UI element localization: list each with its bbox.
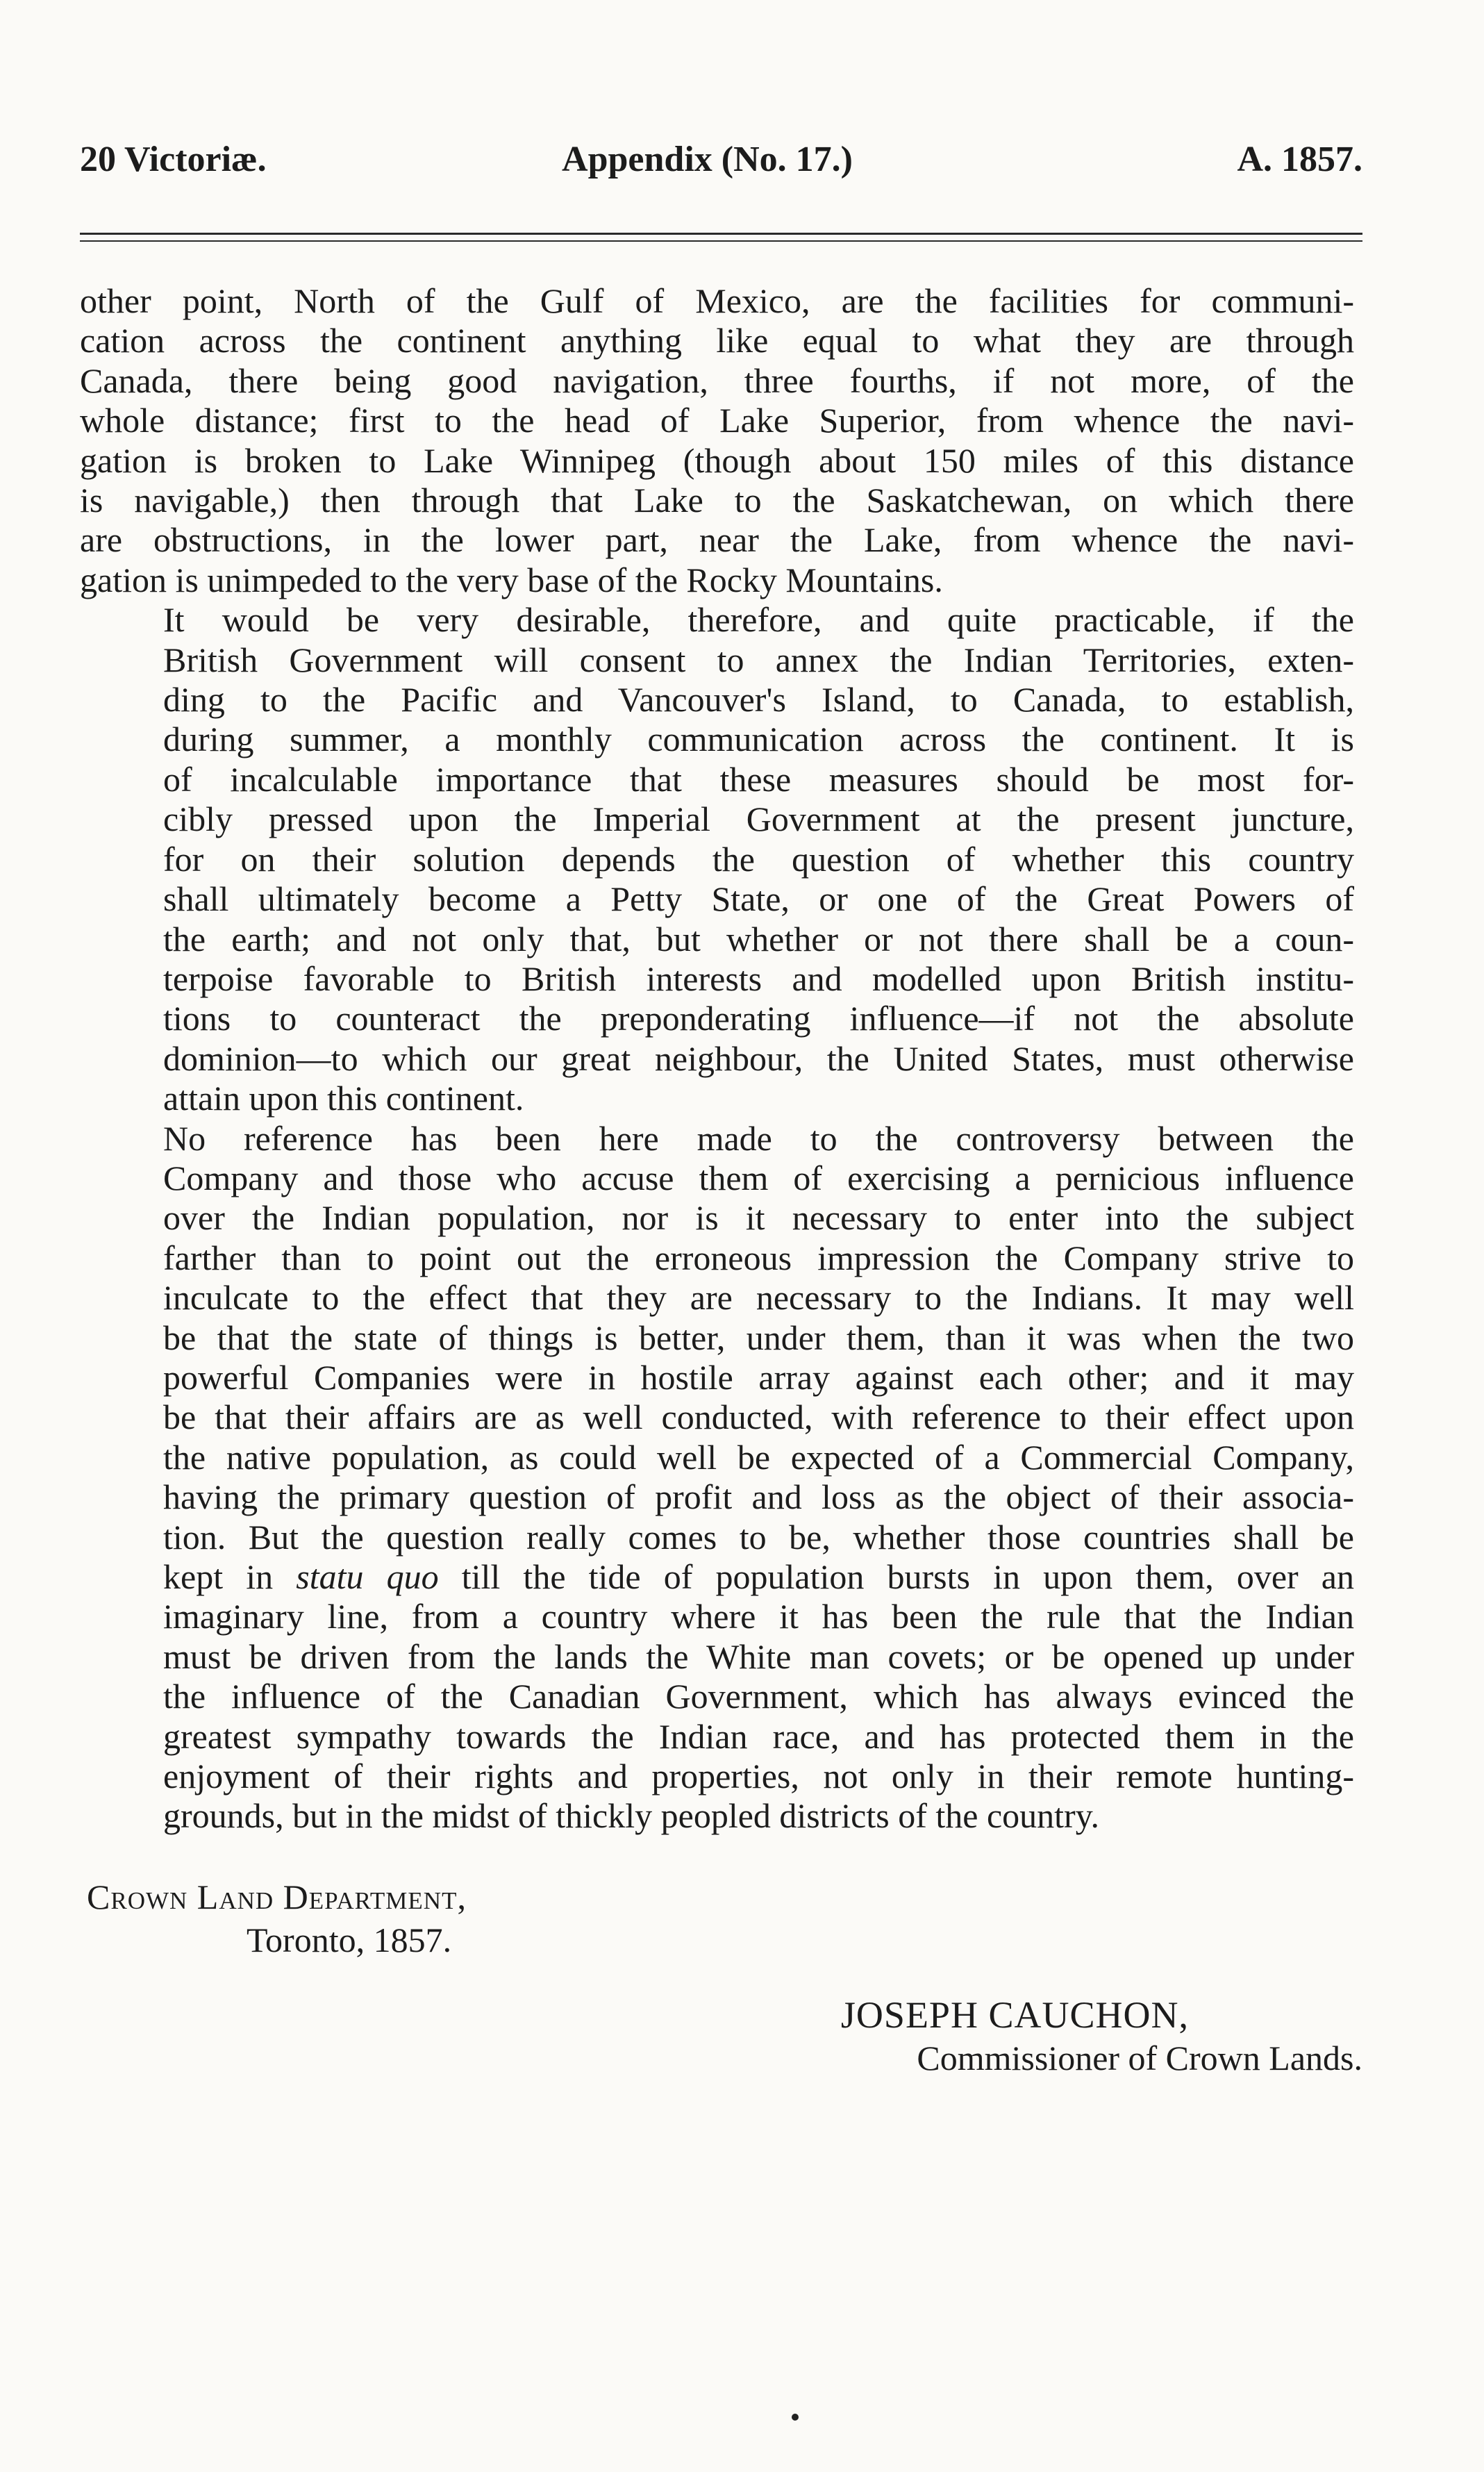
text-line: during summer, a monthly communication across the continent. It is	[163, 720, 1354, 759]
text-line: farther than to point out the erroneous impression the Company strive to	[163, 1238, 1354, 1277]
signoff-department: Crown Land Department,	[87, 1877, 467, 1916]
text-line: tions to counteract the preponderating influence—if not the absolute	[163, 999, 1354, 1038]
ink-speck	[792, 2414, 799, 2421]
header-appendix-title: Appendix (No. 17.)	[562, 140, 853, 179]
text-line: Company and those who accuse them of exercising a pernicious influence	[163, 1158, 1354, 1197]
text-line: imaginary line, from a country where it has been the rule that the Indian	[163, 1597, 1354, 1636]
text-line: It would be very desirable, therefore, and quite practicable, if the	[163, 600, 1354, 640]
text-line: greatest sympathy towards the Indian race, and has protected them in the	[163, 1716, 1354, 1756]
text-line: the earth; and not only that, but whether or not there shall be a coun-	[163, 919, 1354, 959]
page-header	[80, 135, 1362, 184]
text-line: shall ultimately become a Petty State, or one of the Great Powers of	[163, 879, 1354, 919]
signature-block	[841, 1993, 1362, 2080]
text-line: cation across the continent anything like equal to what they are through	[80, 321, 1354, 360]
text-line: having the primary question of profit and loss as the object of their associa-	[163, 1477, 1354, 1517]
text-line: for on their solution depends the question of whether this country	[163, 839, 1354, 879]
text-line: tion. But the question really comes to be, whether those countries shall be	[163, 1517, 1354, 1557]
text-line: gation is broken to Lake Winnipeg (though about 150 miles of this distance	[80, 440, 1354, 480]
paragraph	[80, 600, 1354, 1118]
paragraph	[80, 1119, 1354, 1836]
text-line: terpoise favorable to British interests and modelled upon British institu-	[163, 959, 1354, 998]
text-line: ding to the Pacific and Vancouver's Island, to Canada, to establish,	[163, 680, 1354, 720]
signoff	[87, 1875, 467, 1961]
text-line: the influence of the Canadian Government, which has always evinced the	[163, 1677, 1354, 1716]
text-line: is navigable,) then through that Lake to the Saskatchewan, on which there	[80, 481, 1354, 520]
header-regnal-year: 20 Victoriæ.	[80, 140, 267, 179]
body-text	[80, 281, 1354, 1836]
text-line: be that their affairs are as well conducted, with reference to their effect upon	[163, 1397, 1354, 1437]
text-line: inculcate to the effect that they are necessary to the Indians. It may well	[163, 1278, 1354, 1318]
text-line: must be driven from the lands the White man covets; or be opened up under	[163, 1636, 1354, 1676]
text-line: cibly pressed upon the Imperial Government at the present juncture,	[163, 799, 1354, 839]
signatory-name: JOSEPH CAUCHON,	[840, 1994, 1189, 2036]
text-line: powerful Companies were in hostile array against each other; and it may	[163, 1357, 1354, 1397]
text-line: are obstructions, in the lower part, near the Lake, from whence the navi-	[80, 520, 1354, 560]
paragraph	[80, 281, 1354, 600]
text-line: attain upon this continent.	[163, 1079, 524, 1118]
text-line: other point, North of the Gulf of Mexico, are the facilities for communi-	[80, 281, 1354, 320]
text-line: be that the state of things is better, under them, than it was when the two	[163, 1318, 1354, 1357]
header-session-year: A. 1857.	[1237, 140, 1362, 179]
text-line: Canada, there being good navigation, three fourths, if not more, of the	[80, 360, 1354, 400]
text-line: gation is unimpeded to the very base of the Rocky Mountains.	[80, 560, 943, 599]
text-line: whole distance; first to the head of Lake Superior, from whence the navi-	[80, 401, 1354, 440]
text-line: dominion—to which our great neighbour, the United States, must otherwise	[163, 1038, 1354, 1078]
header-rule-bottom	[80, 240, 1362, 242]
header-rule-top	[80, 233, 1362, 235]
text-line: of incalculable importance that these measures should be most for-	[163, 759, 1354, 799]
text-line: enjoyment of their rights and properties, not only in their remote hunting-	[163, 1757, 1354, 1796]
text-line: grounds, but in the midst of thickly peopled districts of the country.	[163, 1796, 1099, 1836]
signoff-place-date: Toronto, 1857.	[247, 1921, 452, 1959]
signatory-title: Commissioner of Crown Lands.	[917, 2039, 1362, 2077]
text-line: over the Indian population, nor is it necessary to enter into the subject	[163, 1198, 1354, 1238]
text-line: kept in statu quo till the tide of population bursts in upon them, over an	[163, 1557, 1354, 1596]
text-line: No reference has been here made to the controversy between the	[163, 1118, 1354, 1158]
text-line: the native population, as could well be expected of a Commercial Company,	[163, 1437, 1354, 1477]
text-line: British Government will consent to annex the Indian Territories, exten-	[163, 640, 1354, 679]
